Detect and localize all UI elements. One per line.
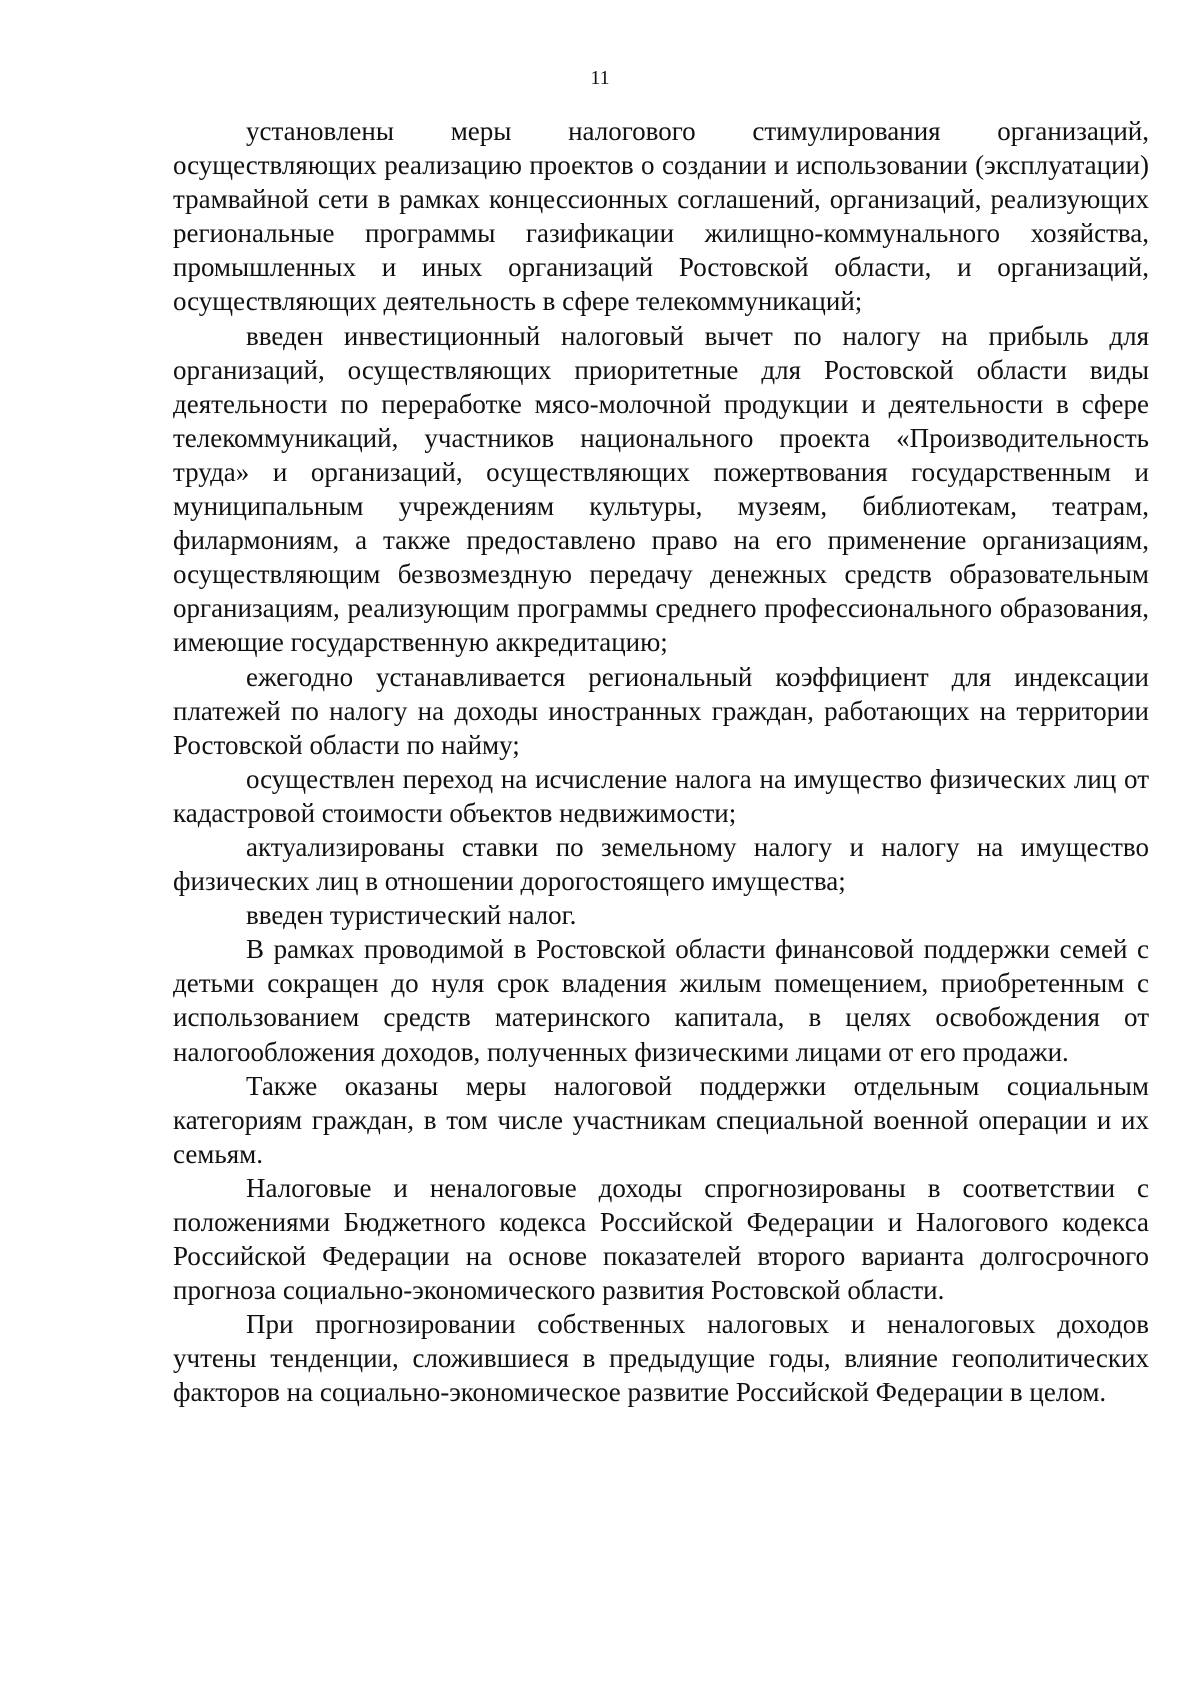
paragraph-updated-rates: актуализированы ставки по земельному налогу и налогу на имущество физических лиц в отношении дорогостоящего имущества;	[173, 831, 1149, 897]
paragraph-tourist-tax: введен туристический налог.	[246, 900, 577, 931]
paragraph-tax-incentives: установлены меры налогового стимулирования организаций, осуществляющих реализацию проектов о создании и использовании (эксплуатации) трамвайной сети в рамках концессионных соглашений, организаций, реализующих региональные программы газификации жилищно-коммунального хозяйства, промышленных и иных организаций Ростовской области, и организаций, осуществляющих деятельность в сфере телекоммуникаций;	[173, 116, 1149, 317]
paragraph-forecasting-factors: При прогнозировании собственных налоговых и неналоговых доходов учтены тенденции, сложившиеся в предыдущие годы, влияние геополитических факторов на социально-экономическое развитие Российской Федерации в целом.	[173, 1309, 1149, 1408]
document-body	[173, 114, 1149, 1410]
paragraph-social-categories: Также оказаны меры налоговой поддержки отдельным социальным категориям граждан, в том числе участникам специальной военной операции и их семьям.	[173, 1070, 1149, 1169]
paragraph-regional-coefficient: ежегодно устанавливается региональный коэффициент для индексации платежей по налогу на доходы иностранных граждан, работающих на территории Ростовской области по найму;	[173, 661, 1149, 760]
paragraph-family-support: В рамках проводимой в Ростовской области финансовой поддержки семей с детьми сокращен до нуля срок владения жилым помещением, приобретенным с использованием средств материнского капитала, в целях освобождения от налогообложения доходов, полученных физическими лицами от его продажи.	[173, 934, 1149, 1067]
page-number: 11	[590, 67, 610, 89]
paragraph-investment-deduction: введен инвестиционный налоговый вычет по налогу на прибыль для организаций, осуществляющих приоритетные для Ростовской области виды деятельности по переработке мясо-молочной продукции и деятельности в сфере телекоммуникаций, участников национального проекта «Производительность труда» и организаций, осуществляющих пожертвования государственным и муниципальным учреждениям культуры, музеям, библиотекам, театрам, филармониям, а также предоставлено право на его применение организациям, осуществляющим безвозмездную передачу денежных средств образовательным организациям, реализующим программы среднего профессионального образования, имеющие государственную аккредитацию;	[173, 320, 1149, 658]
paragraph-cadastral-value: осуществлен переход на исчисление налога на имущество физических лиц от кадастровой стоимости объектов недвижимости;	[173, 763, 1149, 828]
paragraph-revenue-forecast: Налоговые и неналоговые доходы спрогнозированы в соответствии с положениями Бюджетного кодекса Российской Федерации и Налогового кодекса Российской Федерации на основе показателей второго варианта долгосрочного прогноза социально-экономического развития Ростовской области.	[173, 1172, 1149, 1306]
